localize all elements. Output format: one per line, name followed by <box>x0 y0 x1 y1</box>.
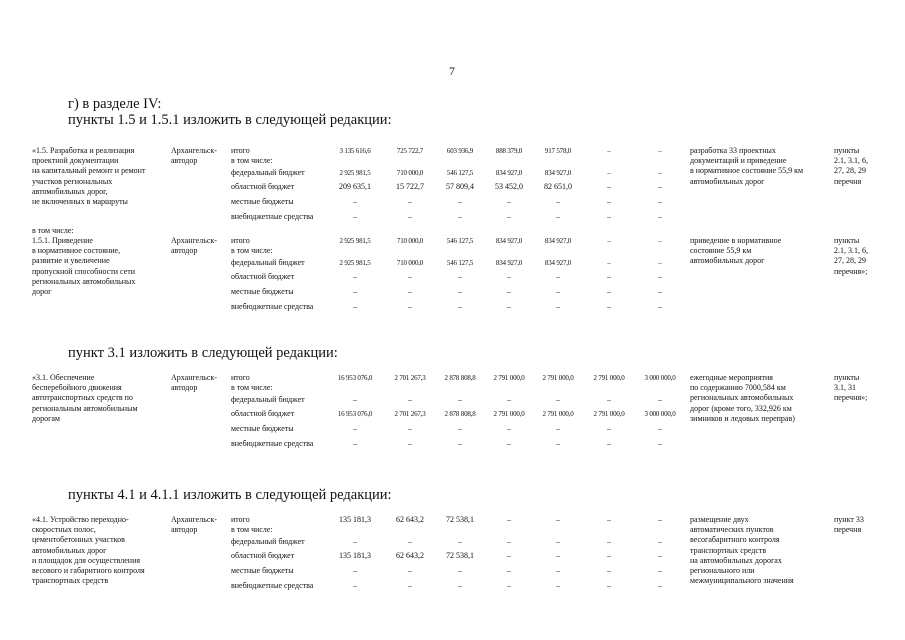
funding-source: внебюджетные средства <box>231 438 314 448</box>
value-cell: – <box>458 394 462 404</box>
value-cell: – <box>556 536 560 546</box>
value-cell: 2 791 000,0 <box>593 374 625 382</box>
value-cell: – <box>607 580 611 590</box>
value-cell: – <box>353 211 357 221</box>
funding-source: местные бюджеты <box>231 197 294 206</box>
value-cell: – <box>658 168 662 177</box>
value-cell: – <box>658 237 662 245</box>
value-cell: – <box>458 580 462 590</box>
funding-source: федеральный бюджет <box>231 167 305 177</box>
value-cell: – <box>658 258 662 267</box>
value-cell: 3 000 000,0 <box>644 410 676 419</box>
funding-source: областной бюджет <box>231 272 295 282</box>
funding-source: внебюджетные средства <box>231 580 314 590</box>
measure-name: 1.5.1. Приведение в нормативное состояние, развитие и увеличение пропускной способности сети региональных автомобильных дорог <box>32 236 136 297</box>
measure-name: «3.1. Обеспечение бесперебойного движения автотранспортных средств по региональным автомобильным дорогам <box>32 373 138 423</box>
value-cell: – <box>607 438 611 448</box>
value-cell: – <box>658 182 662 192</box>
value-cell: 2 925 981,5 <box>339 237 371 245</box>
funding-source: областной бюджет <box>231 182 295 192</box>
value-cell: – <box>458 438 462 448</box>
value-cell: 2 791 000,0 <box>542 410 574 419</box>
value-cell: – <box>408 287 412 296</box>
value-cell: – <box>408 566 412 575</box>
value-cell: – <box>607 237 611 245</box>
value-cell: – <box>658 197 662 206</box>
value-cell: – <box>408 580 412 590</box>
value-cell: 53 452,0 <box>495 182 523 192</box>
value-cell: 834 927,0 <box>495 168 523 177</box>
value-cell: – <box>658 438 662 448</box>
value-cell: – <box>658 424 662 433</box>
intro-text: г) в разделе IV: <box>68 96 162 112</box>
value-cell: – <box>458 197 462 206</box>
section-heading: пункты 4.1 и 4.1.1 изложить в следующей редакции: <box>68 487 392 503</box>
value-cell: – <box>658 580 662 590</box>
value-cell: – <box>507 566 511 575</box>
value-cell: 62 643,2 <box>396 551 424 561</box>
value-cell: – <box>408 211 412 221</box>
value-cell: – <box>458 272 462 282</box>
value-cell: 834 927,0 <box>544 237 572 245</box>
value-cell: 2 925 981,5 <box>339 258 371 267</box>
value-cell: – <box>658 536 662 546</box>
measure-name: «1.5. Разработка и реализация проектной документации на капитальный ремонт и ремонт участков региональных автомобильных дорог, не включенных в маршруты <box>32 146 146 207</box>
value-cell: 834 927,0 <box>495 237 523 245</box>
value-cell: – <box>353 536 357 546</box>
value-cell: – <box>607 168 611 177</box>
value-cell: – <box>353 272 357 282</box>
value-cell: – <box>353 394 357 404</box>
funding-source: внебюджетные средства <box>231 211 314 221</box>
value-cell: – <box>408 272 412 282</box>
value-cell: – <box>607 287 611 296</box>
list-points: пункты 2.1, 3.1, 6, 27, 28, 29 перечня»; <box>834 236 868 276</box>
value-cell: 16 953 076,0 <box>337 410 373 419</box>
value-cell: – <box>507 515 511 524</box>
value-cell: – <box>556 551 560 561</box>
funding-source: областной бюджет <box>231 551 295 561</box>
value-cell: – <box>507 551 511 561</box>
value-cell: – <box>458 536 462 546</box>
value-cell: – <box>556 301 560 311</box>
value-cell: – <box>353 438 357 448</box>
value-cell: 82 651,0 <box>544 182 572 192</box>
value-cell: – <box>658 301 662 311</box>
funding-source: внебюджетные средства <box>231 301 314 311</box>
value-cell: – <box>353 580 357 590</box>
executor: Архангельск- автодор <box>171 236 217 256</box>
value-cell: – <box>507 301 511 311</box>
value-cell: – <box>408 438 412 448</box>
value-cell: – <box>607 147 611 155</box>
value-cell: – <box>556 272 560 282</box>
value-cell: 72 538,1 <box>446 551 474 561</box>
list-points: пункт 33 перечня <box>834 515 864 535</box>
value-cell: 834 927,0 <box>495 258 523 267</box>
value-cell: 2 925 981,5 <box>339 168 371 177</box>
value-cell: – <box>658 551 662 561</box>
value-cell: – <box>353 566 357 575</box>
value-cell: – <box>507 197 511 206</box>
value-cell: – <box>458 287 462 296</box>
value-cell: 546 127,5 <box>446 237 474 245</box>
expected-result: разработка 33 проектных документаций и приведение в нормативное состояние 55,9 км автомобильных дорог <box>690 146 804 186</box>
value-cell: – <box>458 211 462 221</box>
funding-source: федеральный бюджет <box>231 536 305 546</box>
executor: Архангельск- автодор <box>171 515 217 535</box>
expected-result: размещение двух автоматических пунктов весогабаритного контроля транспортных средств на автомобильных дорогах регионального или межмуниципального значения <box>690 515 794 586</box>
funding-source: федеральный бюджет <box>231 257 305 267</box>
value-cell: – <box>458 424 462 433</box>
value-cell: 2 878 808,8 <box>444 374 476 382</box>
value-cell: – <box>607 301 611 311</box>
expected-result: ежегодные мероприятия по содержанию 7000,584 км региональных автомобильных дорог (кроме того, 332,926 км зимников и ледовых переправ) <box>690 373 795 423</box>
value-cell: – <box>507 580 511 590</box>
value-cell: 2 791 000,0 <box>593 410 625 419</box>
value-cell: 2 791 000,0 <box>493 410 525 419</box>
value-cell: – <box>658 211 662 221</box>
funding-source: в том числе: <box>231 383 273 393</box>
value-cell: – <box>556 394 560 404</box>
executor: Архангельск- автодор <box>171 146 217 166</box>
value-cell: 2 701 267,3 <box>394 374 426 382</box>
value-cell: 710 000,0 <box>396 258 424 267</box>
value-cell: 2 791 000,0 <box>493 374 525 382</box>
funding-source: местные бюджеты <box>231 424 294 433</box>
value-cell: – <box>408 394 412 404</box>
value-cell: – <box>507 211 511 221</box>
value-cell: – <box>408 424 412 433</box>
value-cell: – <box>607 424 611 433</box>
value-cell: – <box>607 515 611 524</box>
expected-result: приведение в нормативное состояние 55,9 км автомобильных дорог <box>690 236 782 266</box>
value-cell: – <box>507 438 511 448</box>
value-cell: 834 927,0 <box>544 168 572 177</box>
list-points: пункты 2.1, 3.1, 6, 27, 28, 29 перечня <box>834 146 868 186</box>
value-cell: – <box>607 394 611 404</box>
value-cell: – <box>408 301 412 311</box>
value-cell: 546 127,5 <box>446 168 474 177</box>
value-cell: – <box>556 211 560 221</box>
funding-source: федеральный бюджет <box>231 394 305 404</box>
value-cell: – <box>607 258 611 267</box>
value-cell: – <box>353 287 357 296</box>
value-cell: – <box>353 424 357 433</box>
funding-source: итого <box>231 236 250 245</box>
funding-source: в том числе: <box>231 156 273 166</box>
value-cell: 2 791 000,0 <box>542 374 574 382</box>
value-cell: – <box>556 424 560 433</box>
value-cell: – <box>607 272 611 282</box>
value-cell: 135 181,3 <box>339 515 371 524</box>
value-cell: – <box>607 536 611 546</box>
value-cell: – <box>658 147 662 155</box>
section-heading: пункт 3.1 изложить в следующей редакции: <box>68 345 338 361</box>
section-heading: пункты 1.5 и 1.5.1 изложить в следующей редакции: <box>68 112 392 128</box>
value-cell: – <box>556 197 560 206</box>
value-cell: – <box>507 536 511 546</box>
value-cell: 2 701 267,3 <box>394 410 426 419</box>
value-cell: – <box>658 394 662 404</box>
value-cell: 888 379,0 <box>495 147 523 155</box>
page-number: 7 <box>449 64 455 78</box>
funding-source: местные бюджеты <box>231 566 294 575</box>
funding-source: в том числе: <box>231 525 273 535</box>
value-cell: – <box>353 301 357 311</box>
value-cell: 603 936,9 <box>446 147 474 155</box>
value-cell: – <box>507 272 511 282</box>
value-cell: – <box>607 551 611 561</box>
value-cell: – <box>556 287 560 296</box>
value-cell: – <box>458 566 462 575</box>
row-prefix: в том числе: <box>32 226 74 235</box>
value-cell: – <box>658 272 662 282</box>
value-cell: – <box>556 438 560 448</box>
value-cell: – <box>507 287 511 296</box>
value-cell: – <box>556 566 560 575</box>
value-cell: 62 643,2 <box>396 515 424 524</box>
value-cell: – <box>408 197 412 206</box>
value-cell: – <box>556 515 560 524</box>
value-cell: 917 578,0 <box>544 147 572 155</box>
value-cell: – <box>556 580 560 590</box>
value-cell: 72 538,1 <box>446 515 474 524</box>
list-points: пункты 3.1, 31 перечня»; <box>834 373 868 403</box>
value-cell: – <box>408 536 412 546</box>
value-cell: 16 953 076,0 <box>337 374 373 382</box>
value-cell: 15 722,7 <box>396 182 424 192</box>
funding-source: итого <box>231 146 250 155</box>
value-cell: – <box>607 211 611 221</box>
value-cell: – <box>658 566 662 575</box>
value-cell: 3 000 000,0 <box>644 374 676 382</box>
value-cell: – <box>607 182 611 192</box>
value-cell: 725 722,7 <box>396 147 424 155</box>
value-cell: – <box>607 197 611 206</box>
funding-source: в том числе: <box>231 246 273 256</box>
funding-source: местные бюджеты <box>231 287 294 296</box>
value-cell: 710 000,0 <box>396 237 424 245</box>
value-cell: – <box>658 287 662 296</box>
value-cell: – <box>507 394 511 404</box>
value-cell: 2 878 808,8 <box>444 410 476 419</box>
value-cell: 3 135 616,6 <box>339 147 371 155</box>
value-cell: – <box>658 515 662 524</box>
value-cell: – <box>507 424 511 433</box>
funding-source: итого <box>231 373 250 382</box>
value-cell: 209 635,1 <box>339 182 371 192</box>
value-cell: – <box>458 301 462 311</box>
value-cell: 546 127,5 <box>446 258 474 267</box>
value-cell: 834 927,0 <box>544 258 572 267</box>
funding-source: итого <box>231 515 250 524</box>
executor: Архангельск- автодор <box>171 373 217 393</box>
value-cell: – <box>607 566 611 575</box>
value-cell: 710 000,0 <box>396 168 424 177</box>
value-cell: 135 181,3 <box>339 551 371 561</box>
value-cell: – <box>353 197 357 206</box>
measure-name: «4.1. Устройство переходно- скоростных полос, цементобетонных участков автомобильных дорог и площадок для осуществления весового и габаритного контроля транспортных средств <box>32 515 145 586</box>
value-cell: 57 809,4 <box>446 182 474 192</box>
funding-source: областной бюджет <box>231 409 295 419</box>
